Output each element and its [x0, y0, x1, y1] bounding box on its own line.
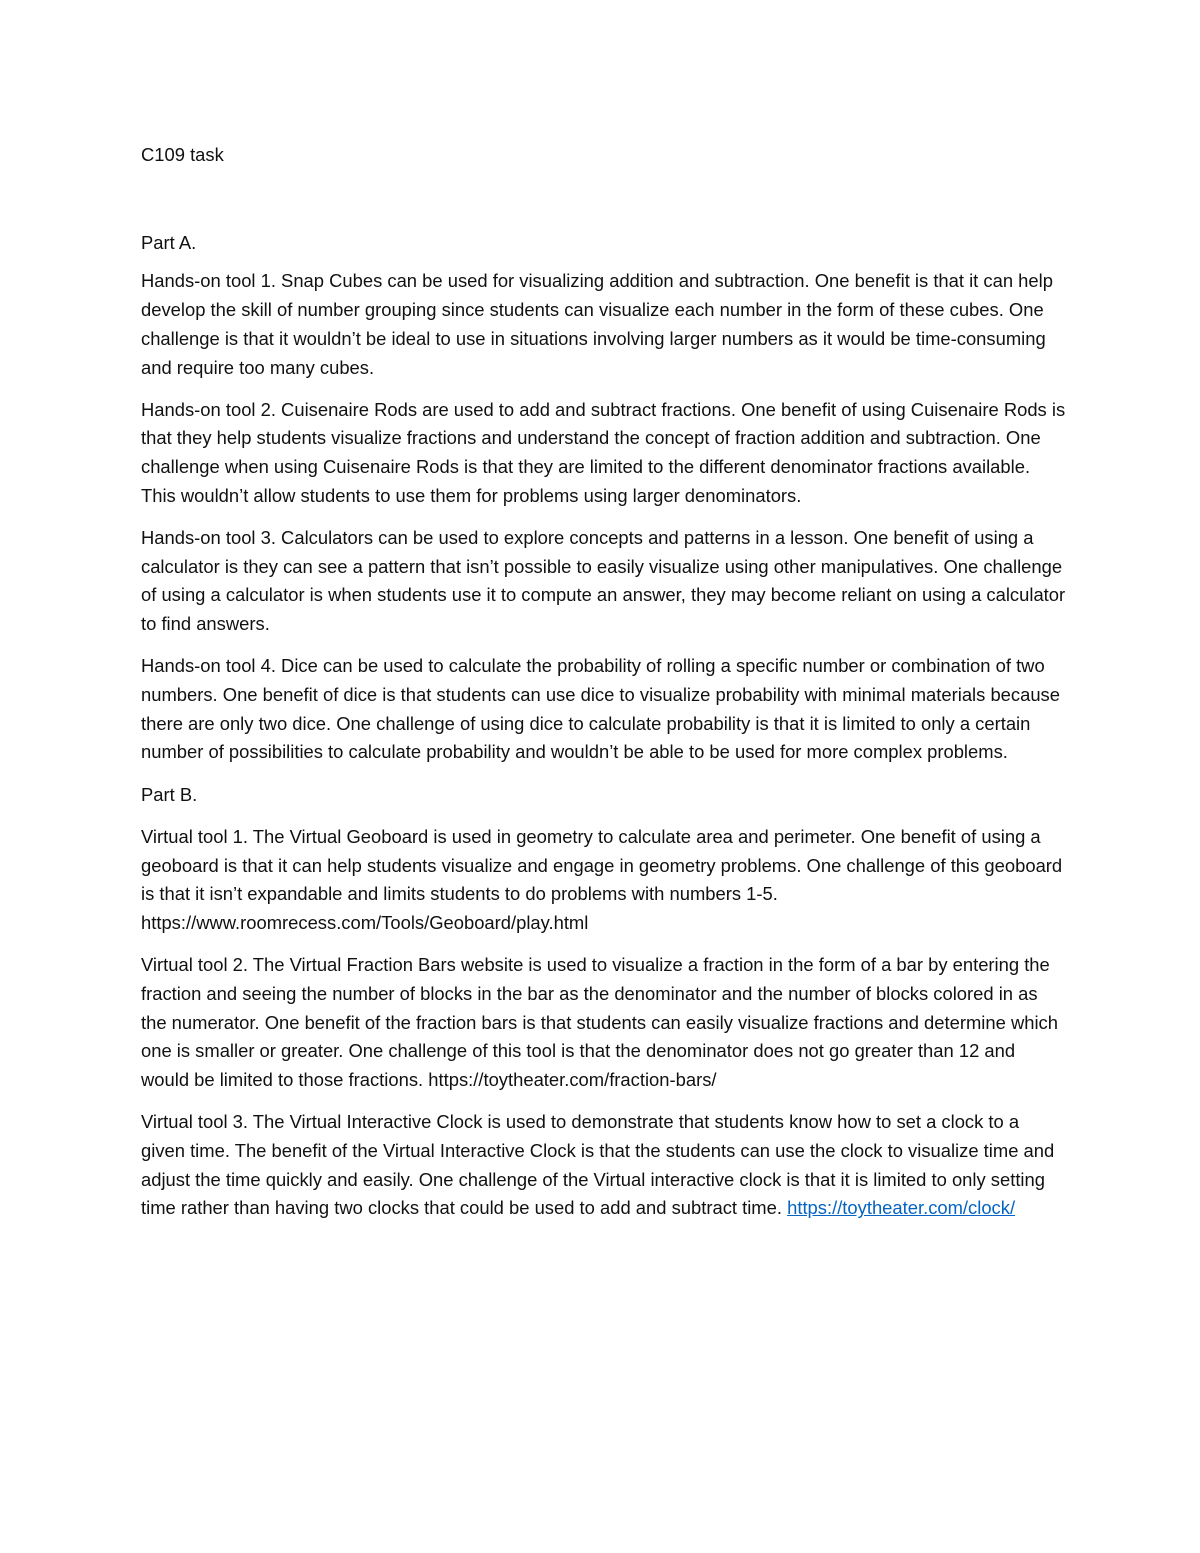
part-b-heading: Part B. — [141, 783, 198, 805]
hands-on-tool-2-paragraph: Hands-on tool 2. Cuisenaire Rods are used to add and subtract fractions. One benefit of using Cuisenaire Rods is that they help students visualize fractions and understand the concept of fraction addition and subtraction. One challenge when using Cuisenaire Rods is that they are limited to the different denominator fractions available. This wouldn’t allow students to use them for problems using larger denominators. — [141, 398, 1066, 506]
part-a-heading: Part A. — [141, 231, 197, 253]
virtual-tool-2-paragraph — [141, 951, 1066, 1095]
hands-on-tool-4-paragraph: Hands-on tool 4. Dice can be used to calculate the probability of rolling a specific number or combination of two numbers. One benefit of dice is that students can use dice to visualize probability with minimal materials because there are only two dice. One challenge of using dice to calculate probability is that it is limited to only a certain number of possibilities to calculate probability and wouldn’t be able to be used for more complex problems. — [141, 655, 1060, 763]
hands-on-tool-1-paragraph: Hands-on tool 1. Snap Cubes can be used for visualizing addition and subtraction. One benefit is that it can help develop the skill of number grouping since students can visualize each number in the form of these cubes. One challenge is that it wouldn’t be ideal to use in situations involving larger numbers as it would be time-consuming and require too many cubes. — [141, 270, 1053, 378]
virtual-tool-1-url: https://www.roomrecess.com/Tools/Geoboard/play.html — [141, 911, 589, 933]
document-title: C109 task — [141, 144, 224, 165]
virtual-tool-3-text: Virtual tool 3. The Virtual Interactive Clock is used to demonstrate that students know how to set a clock to a given time. The benefit of the Virtual Interactive Clock is that the students can use the clock to visualize time and adjust the time quickly and easily. One challenge of the Virtual interactive clock is that it is limited to only setting time rather than having two clocks that could be used to add and subtract time. — [141, 1111, 1055, 1219]
virtual-tool-1-paragraph — [141, 823, 1066, 938]
document-body — [141, 141, 1066, 1236]
hands-on-tool-3-paragraph: Hands-on tool 3. Calculators can be used to explore concepts and patterns in a lesson. One benefit of using a calculator is they can see a pattern that isn’t possible to easily visualize using other manipulatives. One challenge of using a calculator is when students use it to compute an answer, they may become reliant on using a calculator to find answers. — [141, 527, 1066, 635]
clock-hyperlink[interactable]: https://toytheater.com/clock/ — [787, 1197, 1016, 1219]
virtual-tool-1-text: Virtual tool 1. The Virtual Geoboard is used in geometry to calculate area and perimeter. One benefit of using a geoboard is that it can help students visualize and engage in geometry problems. One challenge of this geoboard is that it isn’t expandable and limits students to do problems with numbers 1-5. — [141, 825, 1063, 905]
virtual-tool-3-paragraph — [141, 1108, 1066, 1223]
virtual-tool-2-url: https://toytheater.com/fraction-bars/ — [428, 1068, 717, 1090]
virtual-tool-2-text: Virtual tool 2. The Virtual Fraction Bars website is used to visualize a fraction in the form of a bar by entering the fraction and seeing the number of blocks in the bar as the denominator and the number of blocks colored in as the numerator. One benefit of the fraction bars is that students can easily visualize fractions and determine which one is smaller or greater. One challenge of this tool is that the denominator does not go greater than 12 and would be limited to those fractions. — [141, 954, 1058, 1090]
